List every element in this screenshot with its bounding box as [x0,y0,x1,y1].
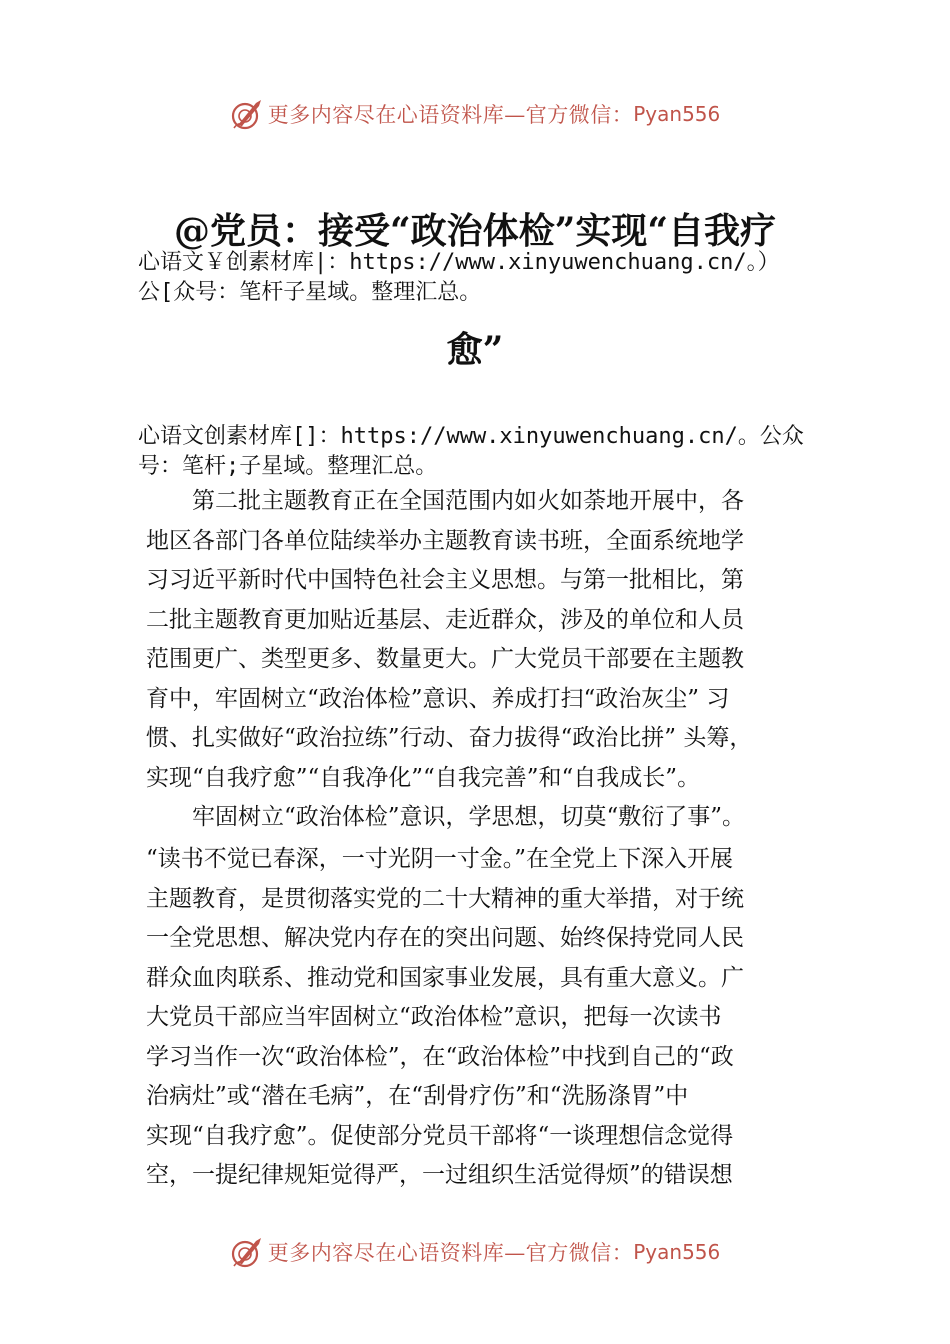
pen-logo-icon [230,1235,264,1269]
pen-logo-icon [230,97,264,131]
text-line: 牢固树立“政治体检”意识，学思想，切莫“敷衍了事”。 [146,804,746,830]
footer-banner [0,1232,950,1272]
paragraph-1 [146,482,846,798]
page-title-line-1: @党员：接受“政治体检”实现“自我疗 [173,210,777,252]
section-heading [146,798,846,838]
header-banner [0,94,950,134]
banner-wechat-id: Pyan556 [633,1240,721,1264]
text-line: 治病灶”或“潜在毛病”，在“刮骨疗伤”和“洗肠涤胃”中 [146,1083,689,1109]
watermark-line: 公[众号：笔杆子星域。整理汇总。 [138,280,482,305]
text-line: 实现“自我疗愈”。促使部分党员干部将“一谈理想信念觉得 [146,1122,734,1149]
text-line: 实现“自我疗愈”“自我净化”“自我完善”和“自我成长”。 [146,764,701,791]
text-line: 二批主题教育更加贴近基层、走近群众，涉及的单位和人员 [146,606,744,633]
banner-wechat-id: Pyan556 [633,102,721,126]
page-title-line-2: 愈” [446,329,504,371]
watermark-line: 心语文创素材库[]：https://www.xinyuwenchuang.cn/。公众 [138,424,804,449]
watermark-line: 号：笔杆;子星域。整理汇总。 [138,454,438,479]
text-line: 范围更广、类型更多、数量更大。广大党员干部要在主题教 [146,646,744,672]
banner-text: 更多内容尽在心语资料库—官方微信： [267,103,634,127]
text-line: 第二批主题教育正在全国范围内如火如荼地开展中，各 [146,488,744,514]
text-line: 学习当作一次“政治体检”，在“政治体检”中找到自己的“政 [146,1043,734,1070]
text-line: 一全党思想、解决党内存在的突出问题、始终保持党同人民 [146,925,744,951]
paragraph-2 [146,840,846,1196]
text-line: 地区各部门各单位陆续举办主题教育读书班，全面系统地学 [146,527,744,554]
text-line: 主题教育，是贯彻落实党的二十大精神的重大举措，对于统 [146,885,744,912]
text-line: 群众血肉联系、推动党和国家事业发展，具有重大意义。广 [146,964,744,991]
text-line: 习习近平新时代中国特色社会主义思想。与第一批相比，第 [146,567,744,593]
watermark-line: 心语文￥创素材库|：https://www.xinyuwenchuang.cn/。） [138,250,780,275]
text-line: “读书不觉已春深，一寸光阴一寸金。”在全党上下深入开展 [146,846,734,872]
text-line: 空，一提纪律规矩觉得严，一过组织生活觉得烦”的错误想 [146,1162,733,1188]
text-line: 育中，牢固树立“政治体检”意识、养成打扫“政治灰尘” 习 [146,685,730,712]
banner-text: 更多内容尽在心语资料库—官方微信： [267,1241,634,1265]
text-line: 惯、扎实做好“政治拉练”行动、奋力拔得“政治比拼” 头筹， [146,725,753,751]
text-line: 大党员干部应当牢固树立“政治体检”意识，把每一次读书 [146,1004,722,1030]
